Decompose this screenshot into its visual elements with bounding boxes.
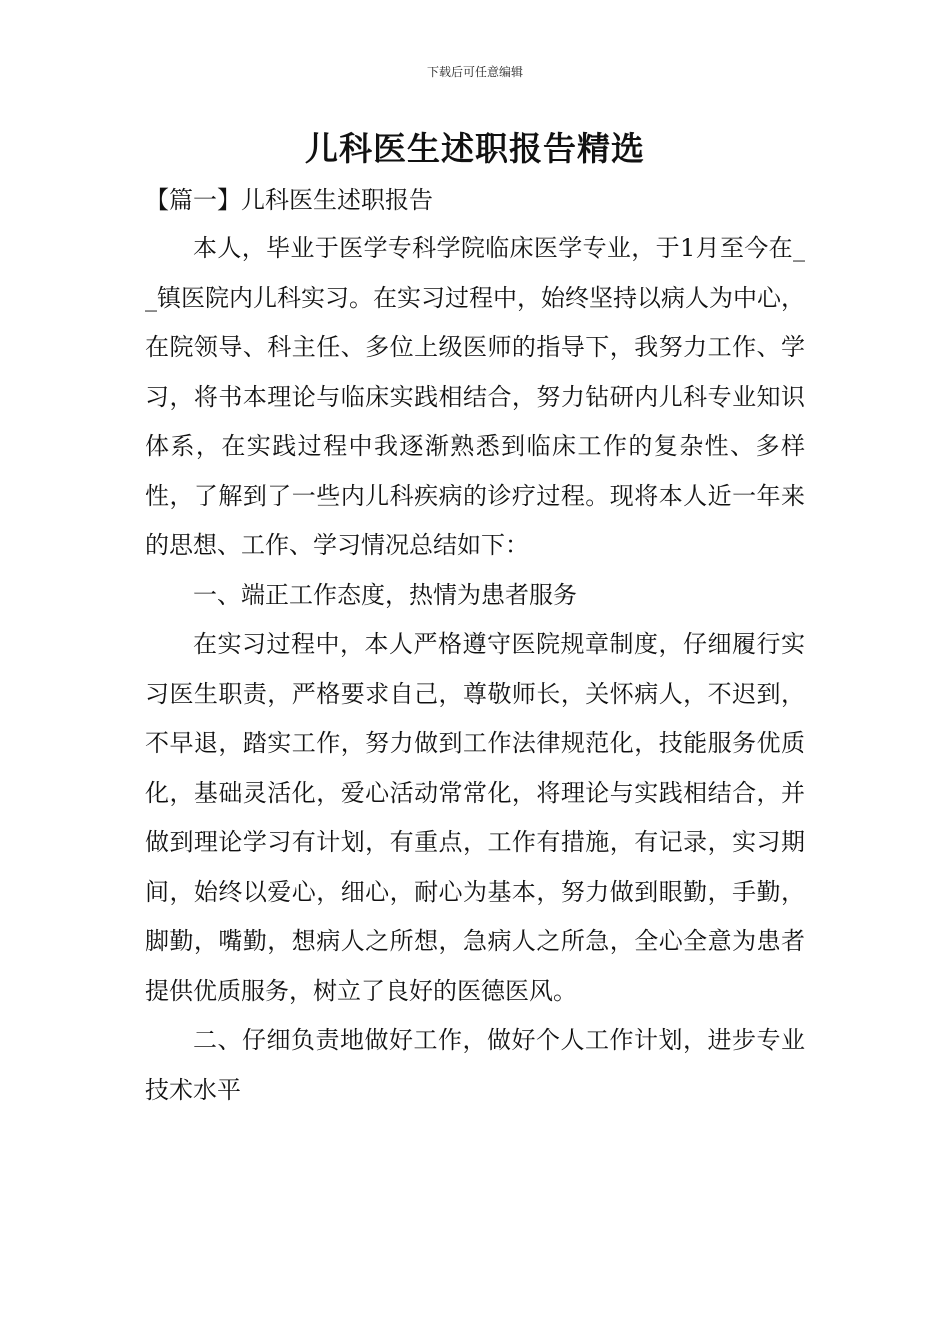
- document-title: 儿科医生述职报告精选: [305, 129, 645, 168]
- subheading-one: 一、端正工作态度，热情为患者服务: [193, 580, 577, 609]
- document-body: [145, 176, 805, 1115]
- header-note: 下载后可任意编辑: [426, 65, 523, 79]
- subheading-two: 二、仔细负责地做好工作，做好个人工作计划，进步专业技术水平: [145, 1026, 805, 1104]
- paragraph-attitude: 在实习过程中，本人严格遵守医院规章制度，仔细履行实习医生职责，严格要求自己，尊敬师长，关怀病人，不迟到，不早退，踏实工作，努力做到工作法律规范化，技能服务优质化，基础灵活化，爱心活动常常化，将理论与实践相结合，并做到理论学习有计划，有重点，工作有措施，有记录，实习期间，始终以爱心，细心，耐心为基本，努力做到眼勤，手勤，脚勤，嘴勤，想病人之所想，急病人之所急，全心全意为患者提供优质服务，树立了良好的医德医风。: [145, 630, 805, 1005]
- paragraph-intro: 本人，毕业于医学专科学院临床医学专业，于1月至今在__镇医院内儿科实习。在实习过程中，始终坚持以病人为中心，在院领导、科主任、多位上级医师的指导下，我努力工作、学习，将书本理论与临床实践相结合，努力钻研内儿科专业知识体系，在实践过程中我逐渐熟悉到临床工作的复杂性、多样性，了解到了一些内儿科疾病的诊疗过程。现将本人近一年来的思想、工作、学习情况总结如下：: [145, 234, 805, 559]
- section-heading: 【篇一】儿科医生述职报告: [145, 186, 433, 214]
